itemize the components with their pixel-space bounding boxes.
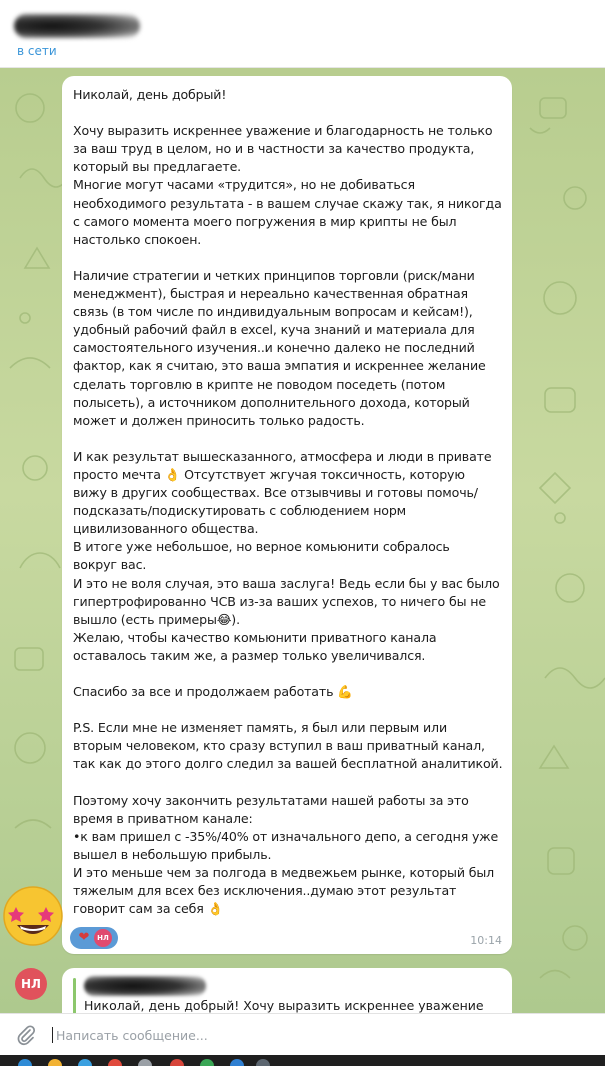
taskbar-app-icon[interactable] — [230, 1059, 244, 1066]
chat-header — [0, 0, 605, 68]
taskbar-app-icon[interactable] — [18, 1059, 32, 1066]
reactions-pill[interactable] — [70, 927, 118, 949]
taskbar-app-icon[interactable] — [256, 1059, 270, 1066]
message-composer — [0, 1013, 605, 1055]
reaction-user-avatar: НЛ — [94, 929, 112, 947]
text-caret — [52, 1027, 53, 1043]
taskbar-app-icon[interactable] — [108, 1059, 122, 1066]
reply-message-bubble[interactable] — [62, 968, 512, 1013]
taskbar-app-icon[interactable] — [170, 1059, 184, 1066]
os-taskbar — [0, 1055, 605, 1066]
taskbar-app-icon[interactable] — [78, 1059, 92, 1066]
user-avatar[interactable]: НЛ — [15, 968, 47, 1000]
heart-reaction-icon: ❤ — [78, 930, 90, 945]
taskbar-app-icon[interactable] — [200, 1059, 214, 1066]
reply-sender-redacted — [84, 976, 206, 996]
message-time: 10:14 — [470, 934, 502, 947]
contact-name-redacted[interactable] — [14, 14, 140, 38]
message-bubble[interactable] — [62, 76, 512, 954]
online-status: в сети — [17, 44, 57, 58]
reply-quote-bar — [73, 978, 76, 1013]
paperclip-icon[interactable] — [14, 1023, 38, 1047]
chat-area — [0, 68, 605, 1013]
message-text: Николай, день добрый! Хочу выразить искреннее уважение и благодарность не только за ваш труд в целом, но и в частности за качество продукта, который вы предлагаете. Многие могут часами «трудится», но не добиваться необходимого результата - в вашем случае скажу так, я никогда с самого момента моего погружения в мир крипты не был настолько спокоен. Наличие стратегии и четких принципов торговли (риск/мани менеджмент), быстрая и нереально качественная обратная связь (в том числе по индивидуальным вопросам и кейсам!), удобный рабочий файл в excel, куча знаний и материала для самостоятельного изучения..и конечно далеко не последний фактор, как я считаю, это ваша эмпатия и искреннее желание сделать торговлю в крипте не поводом поседеть (потом полысеть), а источником дополнительного дохода, который может и должен приносить только радость. И как результат вышесказанного, атмосфера и люди в привате просто мечта 👌 Отсутствует жгучая токсичность, которую вижу в других сообществах. Все отзывчивы и готовы помочь/ подсказать/подискутировать с соблюдением норм цивилизованного общества. В итоге уже небольшое, но верное комьюнити собралось вокруг вас. И это не воля случая, это ваша заслуга! Ведь если бы у вас было гипертрофированно ЧСВ из-за ваших успехов, то ничего бы не вышло (есть примеры😂). Желаю, чтобы качество комьюнити приватного канала оставалось таким же, а размер только увеличивался. Спасибо за все и продолжаем работать 💪 P.S. Если мне не изменяет память, я был или первым или вторым человеком, кто сразу вступил в ваш приватный канал, так как до этого долго следил за вашей бесплатной аналитикой. Поэтому хочу закончить результатами нашей работы за это время в приватном канале: •к вам пришел с -35%/40% от изначального депо, а сегодня уже вышел в небольшую прибыль. И это меньше чем за полгода в медвежьем рынке, который был тяжелым для всех без исключения..думаю этот результат говорит сам за себя 👌 — [73, 87, 503, 917]
taskbar-app-icon[interactable] — [138, 1059, 152, 1066]
message-input[interactable] — [56, 1022, 576, 1048]
taskbar-app-icon[interactable] — [48, 1059, 62, 1066]
reply-quote-text: Николай, день добрый! Хочу выразить искреннее уважение — [84, 998, 484, 1013]
star-struck-emoji-icon — [0, 883, 66, 949]
